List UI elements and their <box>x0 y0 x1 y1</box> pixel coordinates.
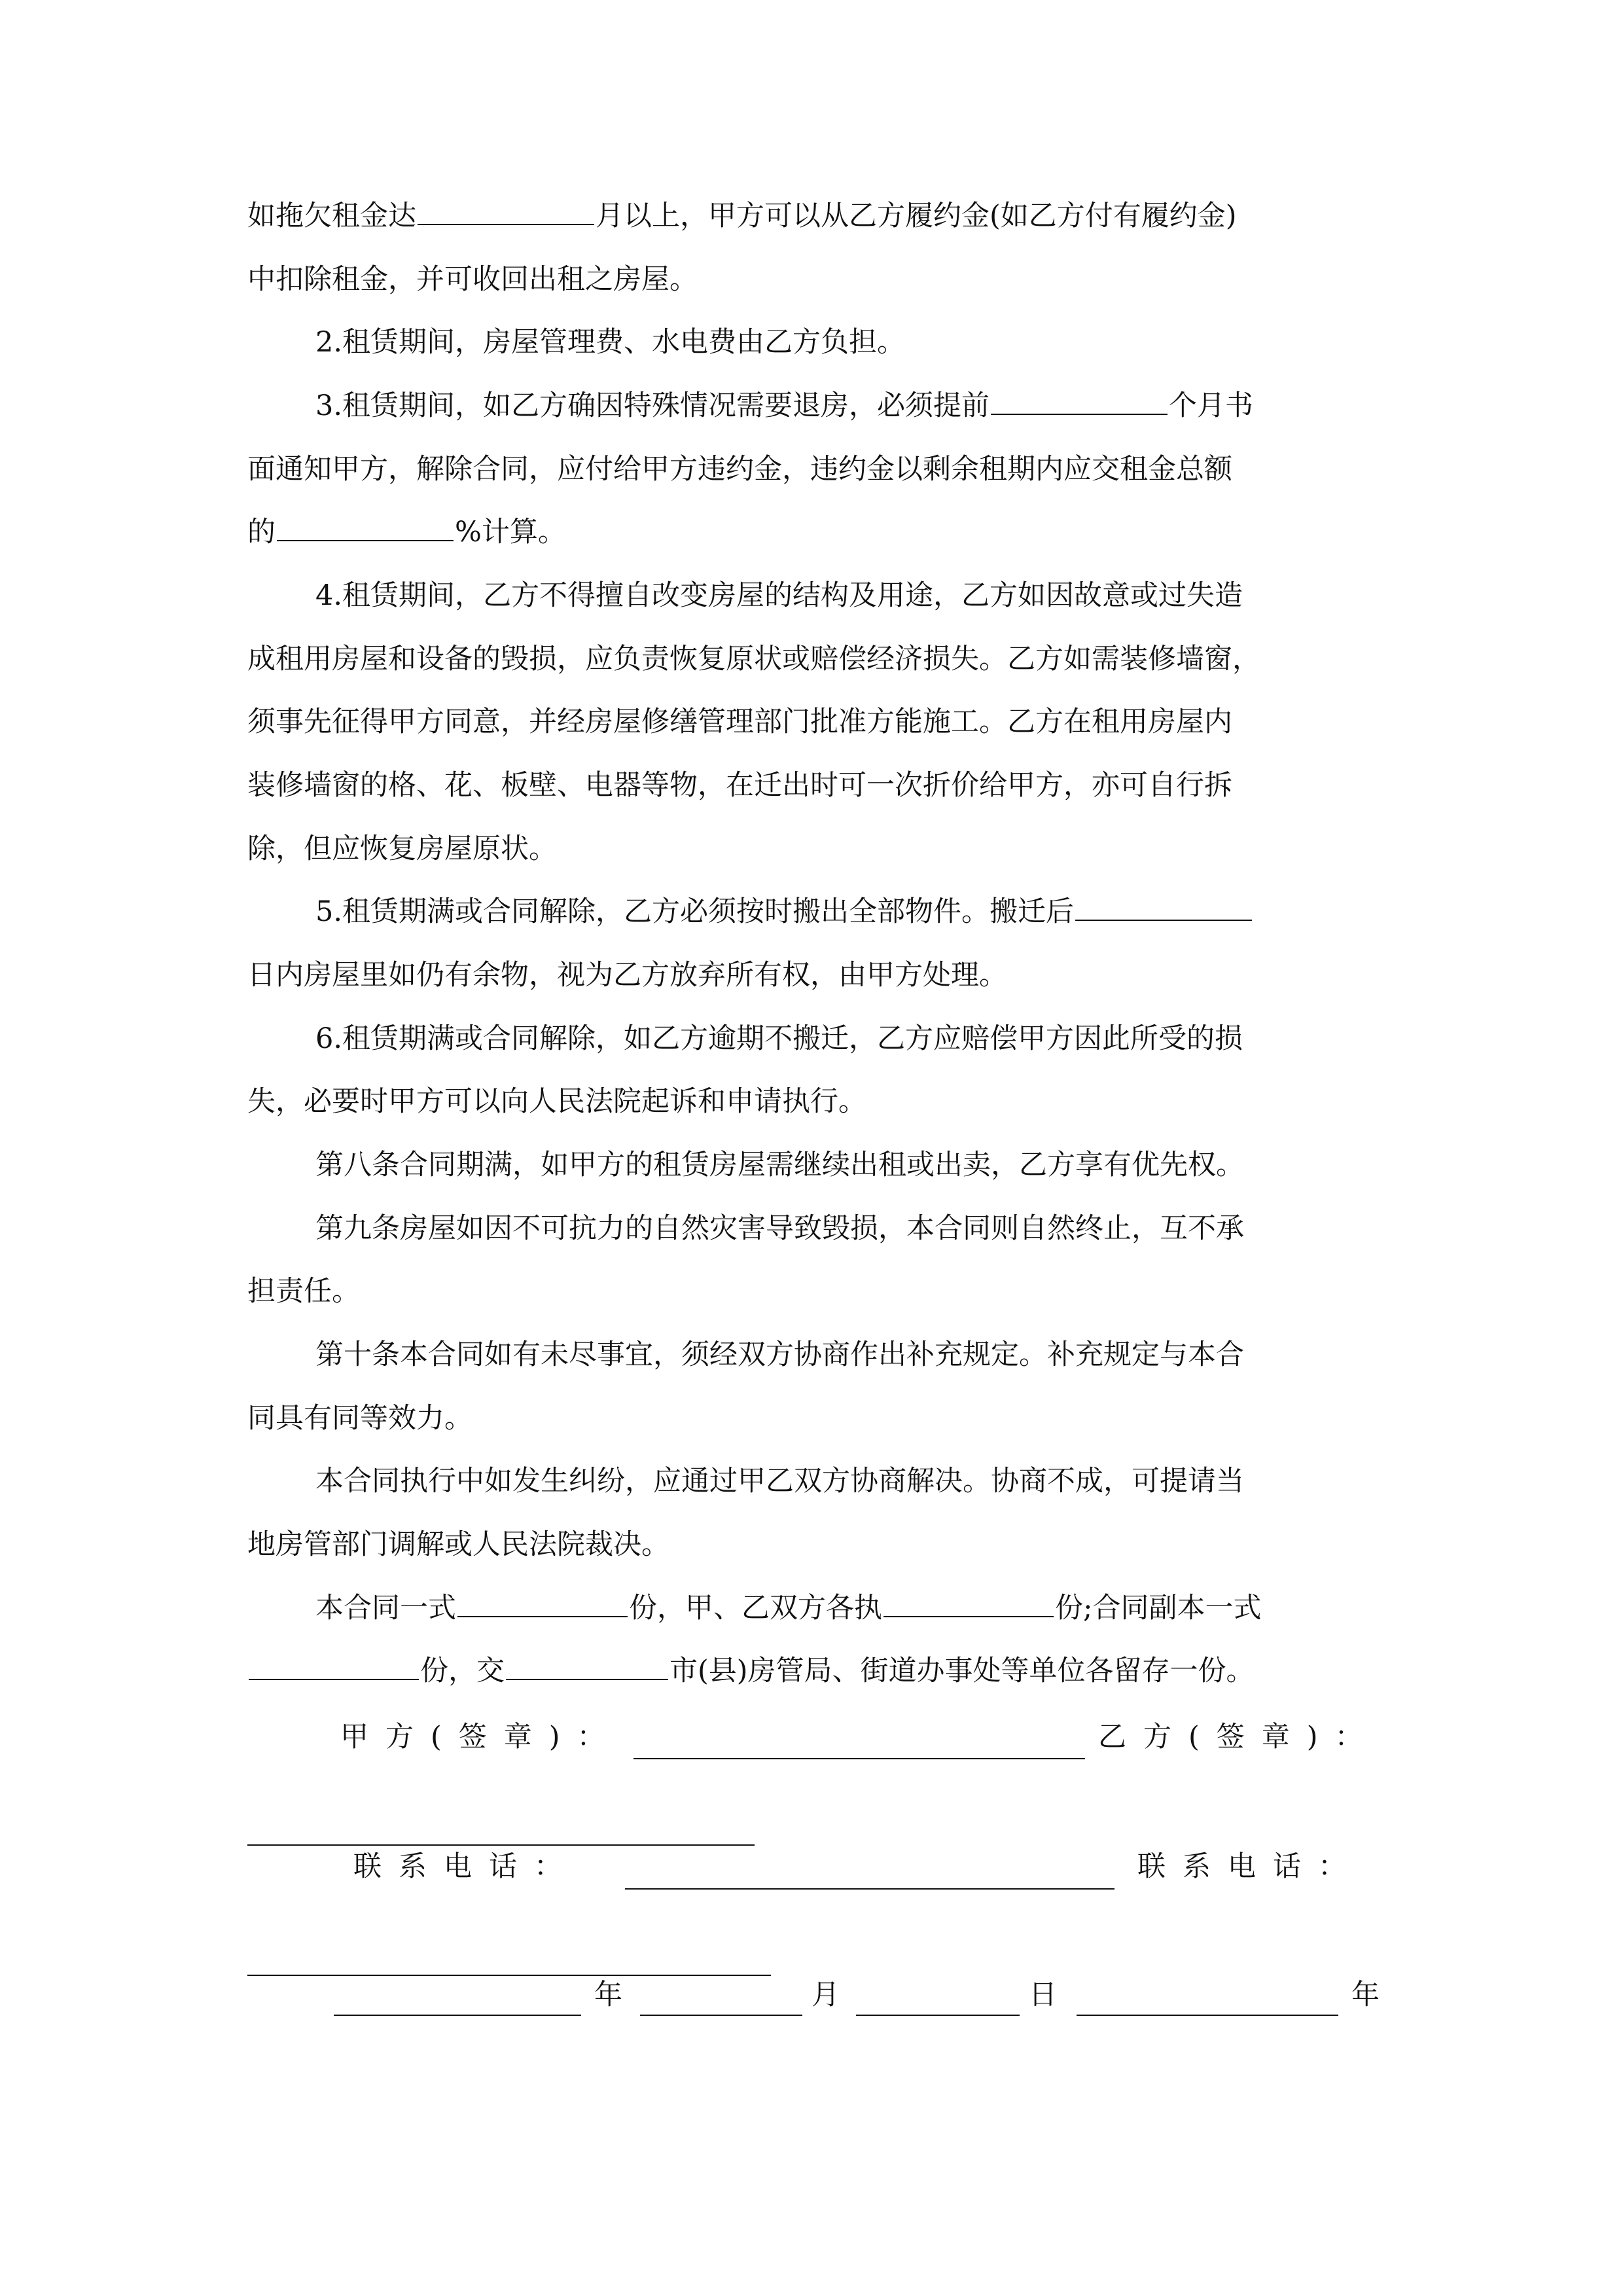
fill-blank <box>418 199 594 225</box>
fill-blank <box>457 1591 628 1617</box>
fill-blank <box>991 389 1168 415</box>
fill-blank <box>249 1654 419 1680</box>
day-line <box>856 2015 1020 2016</box>
text-line <box>247 1651 1386 1691</box>
fill-blank <box>1075 895 1252 921</box>
text-line: 成租用房屋和设备的毁损，应负责恢复原状或赔偿经济损失。乙方如需装修墙窗， <box>247 643 1260 675</box>
text: 份，甲、乙双方各执 <box>629 1592 882 1624</box>
text-line: 担责任。 <box>247 1275 360 1308</box>
text-line: 本合同执行中如发生纠纷，应通过甲乙双方协商解决。协商不成，可提请当 <box>315 1465 1244 1498</box>
text: 的 <box>247 516 276 548</box>
text: 份;合同副本一式 <box>1055 1592 1262 1624</box>
text: 个月书 <box>1169 389 1254 422</box>
year-line-2 <box>1077 2015 1338 2016</box>
text: 如拖欠租金达 <box>247 200 416 232</box>
party-b-phone-label: 联系电话： <box>1137 1850 1363 1883</box>
party-a-phone-label: 联系电话： <box>353 1850 579 1883</box>
month-line <box>640 2015 802 2016</box>
text-line: 中扣除租金，并可收回出租之房屋。 <box>247 263 698 296</box>
text-line: 失，必要时甲方可以向人民法院起诉和申请执行。 <box>247 1085 866 1118</box>
text-line: 4.租赁期间，乙方不得擅自改变房屋的结构及用途，乙方如因故意或过失造 <box>315 579 1243 612</box>
text-line: 第十条本合同如有未尽事宜，须经双方协商作出补充规定。补充规定与本合 <box>315 1338 1244 1371</box>
text: 5.租赁期满或合同解除，乙方必须按时搬出全部物件。搬迁后 <box>315 895 1075 928</box>
text-line: 面通知甲方，解除合同，应付给甲方违约金，违约金以剩余租期内应交租金总额 <box>247 453 1232 486</box>
party-a-phone-line <box>625 1888 1115 1890</box>
text-line: 第八条合同期满，如甲方的租赁房屋需继续出租或出卖，乙方享有优先权。 <box>315 1149 1244 1181</box>
text-line: 6.租赁期满或合同解除，如乙方逾期不搬迁，乙方应赔偿甲方因此所受的损 <box>315 1022 1243 1055</box>
text: 月以上，甲方可以从乙方履约金(如乙方付有履约金) <box>596 200 1237 232</box>
text-line <box>247 512 1386 552</box>
text-line: 同具有同等效力。 <box>247 1402 473 1435</box>
month-label: 月 <box>812 1979 857 2011</box>
text-line: 日内房屋里如仍有余物，视为乙方放弃所有权，由甲方处理。 <box>247 959 1007 992</box>
text-line: 除，但应恢复房屋原状。 <box>247 833 557 865</box>
text-line: 装修墙窗的格、花、板壁、电器等物，在迁出时可一次折价给甲方，亦可自行拆 <box>247 769 1232 802</box>
year-line <box>334 2015 581 2016</box>
text-line: 第九条房屋如因不可抗力的自然灾害导致毁损，本合同则自然终止，互不承 <box>315 1212 1244 1245</box>
text-line: 地房管部门调解或人民法院裁决。 <box>247 1528 669 1561</box>
party-b-signature-label: 乙方(签章)： <box>1098 1721 1380 1753</box>
fill-blank <box>277 515 454 541</box>
year-label-2: 年 <box>1351 1979 1380 2011</box>
day-label: 日 <box>1029 1979 1074 2011</box>
text-line <box>315 1588 1386 1628</box>
fill-blank <box>506 1654 668 1680</box>
year-label: 年 <box>594 1979 639 2011</box>
text-line: 须事先征得甲方同意，并经房屋修缮管理部门批准方能施工。乙方在租用房屋内 <box>247 706 1232 738</box>
text: 本合同一式 <box>315 1592 456 1624</box>
text: 份，交 <box>420 1655 505 1687</box>
text-line <box>247 196 1386 236</box>
text-line <box>315 892 1386 931</box>
text: 市(县)房管局、街道办事处等单位各留存一份。 <box>669 1655 1255 1687</box>
text: 3.租赁期间，如乙方确因特殊情况需要退房，必须提前 <box>315 389 990 422</box>
text-line: 2.租赁期间，房屋管理费、水电费由乙方负担。 <box>315 326 906 359</box>
party-b-signature-line <box>247 1844 755 1846</box>
party-a-signature-line <box>633 1758 1085 1759</box>
party-a-signature-label: 甲方(签章)： <box>340 1721 622 1753</box>
text: %计算。 <box>455 516 566 548</box>
fill-blank <box>883 1591 1054 1617</box>
text-line <box>315 386 1386 425</box>
party-b-phone-line <box>247 1975 771 1976</box>
